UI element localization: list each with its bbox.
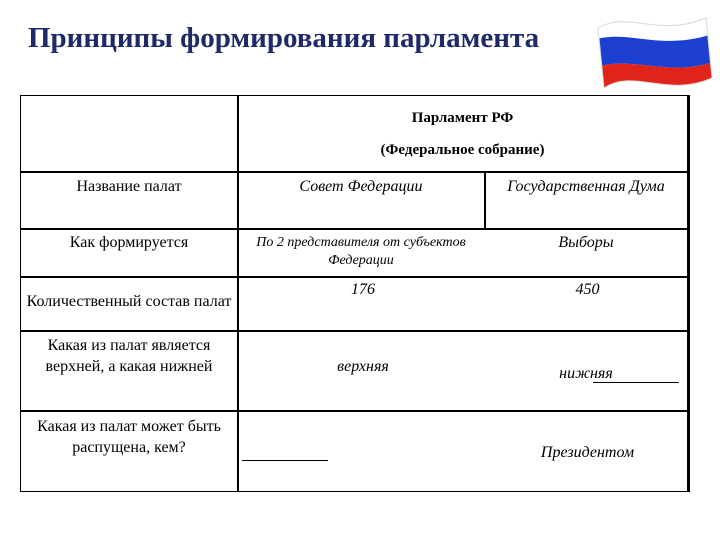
row-label-upper-lower: Какая из палат является верхней, а какая нижней xyxy=(45,337,213,375)
answer-blank-line xyxy=(593,382,679,383)
column-federation-council: Совет Федерации xyxy=(299,177,423,195)
column-state-duma: Государственная Дума xyxy=(507,177,665,195)
row-upper-lower-col2: нижняя xyxy=(559,364,613,382)
header-title: Парламент РФ xyxy=(411,110,514,127)
russian-flag-icon xyxy=(588,8,718,98)
header-subtitle: (Федеральное собрание) xyxy=(380,142,545,159)
column-label: Название палат xyxy=(76,177,182,195)
row-formation-col1: По 2 представителя от субъектов Федерации xyxy=(256,234,466,268)
row-dissolution-col2: Президентом xyxy=(540,443,635,461)
row-formation-col2: Выборы xyxy=(558,233,614,251)
row-label-dissolution: Какая из палат может быть распущена, кем? xyxy=(37,418,221,456)
row-label-formation: Как формируется xyxy=(69,233,189,251)
row-dissolution-col1 xyxy=(238,436,338,460)
page-title: Принципы формирования парламента xyxy=(28,22,540,54)
row-size-col2: 450 xyxy=(575,280,600,298)
row-label-size: Количественный состав палат xyxy=(26,292,232,310)
parliament-table xyxy=(20,95,690,492)
row-size-col1: 176 xyxy=(351,280,375,298)
answer-blank-line xyxy=(242,460,328,461)
row-upper-lower-col1: верхняя xyxy=(337,357,389,375)
